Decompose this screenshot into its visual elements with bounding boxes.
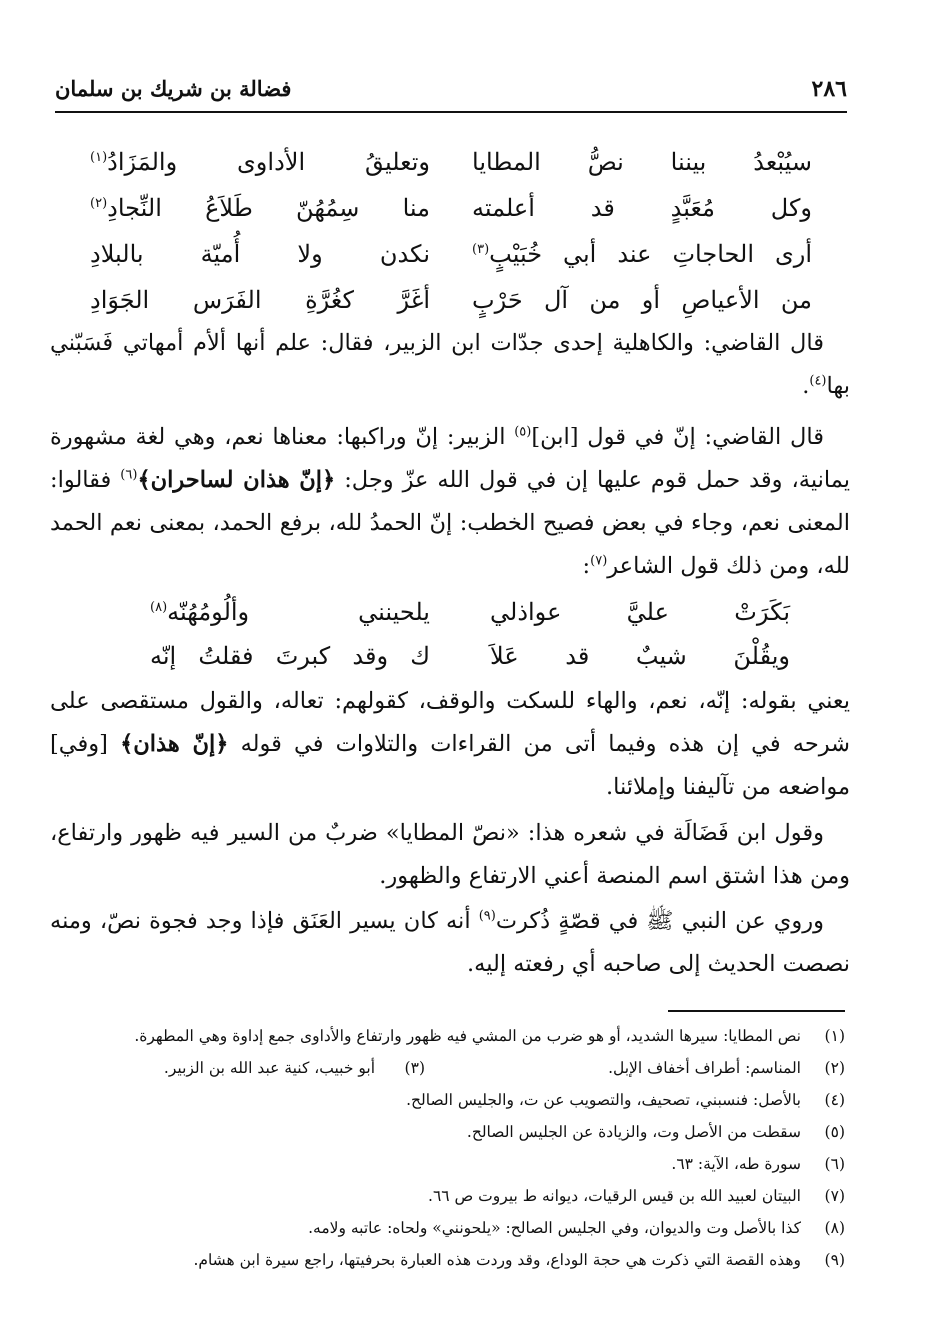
footnote-ref: (٥) (514, 424, 532, 440)
footnote-ref: (٨) (150, 600, 168, 615)
poem-verse (150, 634, 790, 678)
footnote-ref: (٢) (90, 196, 108, 211)
footnote-text: سقطت من الأصل وت، والزيادة عن الجليس الصالح. (466, 1123, 801, 1141)
footnote-ref: (٩) (478, 908, 496, 924)
footnote-number: (٥) (824, 1123, 845, 1141)
verse-first-hemistich: سيُبْعدُ بيننا نصُّ المطايا (472, 148, 812, 176)
paragraph (50, 900, 850, 986)
poem-verse (90, 140, 812, 184)
quran-quote: ﴿إنّ هذان﴾ (120, 731, 229, 757)
footnote (55, 1148, 845, 1180)
page-number: ٢٨٦ (811, 76, 847, 102)
verse-second-hemistich: أغَرَّ كغُرَّةِ الفَرَس الجَوَادِ (90, 286, 430, 314)
footnote-number: (٣) (404, 1059, 425, 1077)
verse-first-hemistich: ويقُلْنَ شيبٌ قد عَلاَ (490, 642, 790, 670)
footnote (55, 1212, 845, 1244)
poem-verse (90, 278, 812, 322)
paragraph (50, 416, 850, 588)
header-rule (55, 111, 847, 113)
paragraph (50, 680, 850, 809)
verse-first-hemistich: وكل مُعَبَّدٍ قد أعلمته (472, 194, 812, 222)
hemistich-text: منا سِمُهُنّ طَلاَعُ النِّجادِ (107, 194, 430, 222)
footnote-number: (٩) (824, 1251, 845, 1269)
footnote (55, 1020, 845, 1052)
footnote-text: سورة طه، الآية: ٦٣. (671, 1155, 801, 1173)
footnote-number: (٢) (824, 1059, 845, 1077)
footnote-text: البيتان لعبيد الله بن قيس الرقيات، ديوانه ط بيروت ص ٦٦. (428, 1187, 801, 1205)
footnote-number: (٦) (824, 1155, 845, 1173)
footnote-number: (٧) (824, 1187, 845, 1205)
hemistich-text: أرى الحاجاتِ عند أبي خُبَيْبٍ (489, 240, 812, 268)
paragraph-text: قال القاضي: إنّ في قول [ابن] (531, 424, 824, 450)
poem-verse (90, 232, 812, 276)
paragraph-text: يعني بقوله: إنّه، نعم، والهاء للسكت والوقف، كقولهم: تعاله، والقول مستقصى على شرحه في إن هذه وفيما أتى من القراءات والتلاوات في قوله (50, 688, 850, 757)
verse-second-hemistich (90, 140, 430, 184)
page-header (55, 70, 847, 104)
running-title: فضالة بن شريك بن سلمان (55, 76, 292, 101)
footnote-ref: (٣) (472, 242, 490, 257)
footnote-ref: (٦) (120, 467, 138, 483)
verse-second-hemistich: ك وقد كبرتَ فقلتُ إنّه (150, 642, 430, 670)
paragraph-end: . (802, 373, 810, 399)
footnote (55, 1052, 845, 1084)
footnote-ref: (٤) (809, 373, 827, 389)
footnotes (55, 1020, 845, 1276)
footnote-separator (668, 1010, 845, 1012)
paragraph-text: وقول ابن فَضَالَة في شعره هذا: «نصّ المطايا» ضربٌ من السير فيه ظهور وارتفاع، ومن هذا اشتق اسم المنصة أعني الارتفاع والظهور. (50, 820, 850, 889)
paragraph-text: [وفي] مواضعه من تآليفنا وإملائنا. (50, 731, 850, 800)
poem-verse (150, 590, 790, 634)
verse-second-hemistich: نكدن ولا أُميّة بالبلادِ (90, 240, 430, 268)
paragraph (50, 322, 850, 408)
footnote (55, 1116, 845, 1148)
footnote-text: كذا بالأصل وت والديوان، وفي الجليس الصالح: «يلحونني» ولحاه: عاتبه ولامه. (308, 1219, 801, 1237)
paragraph-text: قال القاضي: والكاهلية إحدى جدّات ابن الزبير، فقال: علم أنها ألأم أمهاتي فَسَبّني بها (50, 330, 850, 399)
verse-first-hemistich (472, 232, 812, 276)
footnote-text: بالأصل: فنسبني، تصحيف، والتصويب عن ت، والجليس الصالح. (406, 1091, 801, 1109)
hemistich-text: يلحينني وألُومُهُنّه (167, 598, 430, 626)
verse-first-hemistich: بَكَرَتْ عليَّ عواذلي (490, 598, 790, 626)
footnote-text: المناسم: أطراف أخفاف الإبل. (608, 1059, 801, 1077)
footnote (55, 1084, 845, 1116)
verse-second-hemistich (90, 186, 430, 230)
hemistich-text: وتعليقُ الأداوى والمَزَادُ (107, 148, 430, 176)
paragraph-body (50, 680, 850, 809)
paragraph-text: أنه كان يسير العَنَق فإذا وجد فجوة نصّ، ومنه نصصت الحديث إلى صاحبه أي رفعته إليه. (50, 908, 850, 977)
footnote-text: نص المطايا: سيرها الشديد، أو هو ضرب من المشي فيه ظهور وارتفاع والأداوى جمع إداوة وهي المطهرة. (134, 1027, 801, 1045)
footnote-text: وهذه القصة التي ذكرت هي حجة الوداع، وقد وردت هذه العبارة بحرفيتها، راجع سيرة ابن هشام. (193, 1251, 801, 1269)
paragraph (50, 812, 850, 898)
footnote-ref: (٧) (590, 553, 608, 569)
footnote-ref: (١) (90, 150, 108, 165)
paragraph-text: : (582, 553, 591, 579)
footnote-number: (٨) (824, 1219, 845, 1237)
paragraph-body (50, 322, 850, 408)
poem-verse (90, 186, 812, 230)
footnote-number: (٤) (824, 1091, 845, 1109)
paragraph-body (50, 416, 850, 588)
verse-first-hemistich: من الأعياصِ أو من آل حَرْبٍ (472, 286, 812, 314)
footnote-text: أبو خبيب، كنية عبد الله بن الزبير. (163, 1059, 375, 1077)
footnote (55, 1180, 845, 1212)
paragraph-text: وروي عن النبي ﷺ في قصّةٍ ذُكرت (495, 908, 825, 934)
verse-second-hemistich (150, 590, 430, 634)
footnote (55, 1244, 845, 1276)
paragraph-text: فقالوا: المعنى نعم، وجاء في بعض فصيح الخطب: إنّ الحمدُ لله، برفع الحمد، بمعنى نعم الحمد لله، ومن ذلك قول الشاعر (50, 467, 850, 579)
quran-quote: ﴿إنّ هذان لساحران﴾ (137, 467, 336, 493)
paragraph-text: الزبير: إنّ وراكبها: معناها نعم، وهي لغة مشهورة يمانية، وقد حمل قوم عليها إن في قول الله عزّ وجل: (50, 424, 850, 493)
paragraph-body (50, 900, 850, 986)
footnote-number: (١) (824, 1027, 845, 1045)
